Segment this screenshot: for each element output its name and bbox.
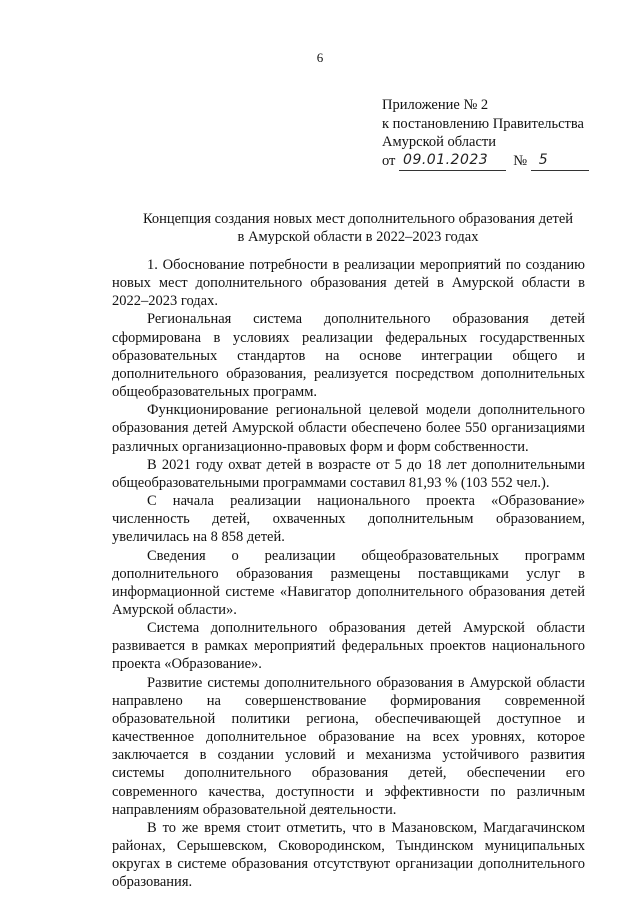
appendix-date-line — [382, 152, 622, 172]
handwritten-date: 09.01.2023 — [403, 151, 489, 168]
paragraph-coverage-2021: В 2021 году охват детей в возрасте от 5 до 18 лет дополнительными общеобразовательными программами составил 81,93 % (103 552 чел.). — [112, 456, 585, 491]
paragraph-rationale: 1. Обоснование потребности в реализации мероприятий по созданию новых мест дополнительного образования детей в Амурской области в 2022–2023 годах. — [112, 257, 585, 310]
date-prefix: от — [382, 152, 396, 169]
title-line-1: Концепция создания новых мест дополнительного образования детей — [142, 211, 574, 227]
paragraph-national-project: С начала реализации национального проекта «Образование» численность детей, охваченных дополнительным образованием, увеличилась на 8 858 детей. — [112, 493, 585, 546]
appendix-resolution: к постановлению Правительства — [382, 115, 584, 132]
title-line-2: в Амурской области в 2022–2023 годах — [237, 229, 479, 245]
page-number: 6 — [316, 50, 324, 65]
paragraph-development: Развитие системы дополнительного образования в Амурской области направлено на совершенствование формирования современной образовательной политики региона, обеспечивающей доступное и качественное дополнительное образование на всех уровнях, которое заключается в создании условий и механизма устойчивого развития системы дополнительного образования детей, обеспечении его современного качества, доступности и эффективности по различным направлениям образовательной деятельности. — [112, 674, 585, 818]
appendix-title: Приложение № 2 — [382, 97, 489, 113]
handwritten-number: 5 — [538, 151, 549, 168]
document-body — [112, 256, 585, 891]
number-prefix: № — [513, 152, 528, 169]
paragraph-regional-system: Региональная система дополнительного образования детей сформирована в условиях реализации федеральных государственных образовательных стандартов на основе интеграции общего и дополнительного образования, реализуется посредством дополнительных общеобразовательных программ. — [112, 311, 585, 401]
paragraph-federal-projects: Система дополнительного образования детей Амурской области развивается в рамках мероприятий федеральных проектов национального проекта «Образование». — [112, 620, 585, 673]
appendix-header — [382, 96, 622, 171]
paragraph-target-model: Функционирование региональной целевой модели дополнительного образования детей Амурской области обеспечено более 550 организациями различных организационно-правовых форм и форм собственности. — [112, 402, 585, 455]
paragraph-navigator: Сведения о реализации общеобразовательных программ дополнительного образования размещены поставщиками услуг в информационной системе «Навигатор дополнительного образования детей Амурской области». — [112, 547, 585, 618]
paragraph-districts: В то же время стоит отметить, что в Мазановском, Магдагачинском районах, Серышевском, Сковородинском, Тындинском муниципальных округах в системе образования отсутствуют организации дополнительного образования. — [112, 819, 585, 891]
appendix-region: Амурской области — [382, 134, 496, 150]
document-title — [100, 210, 616, 246]
